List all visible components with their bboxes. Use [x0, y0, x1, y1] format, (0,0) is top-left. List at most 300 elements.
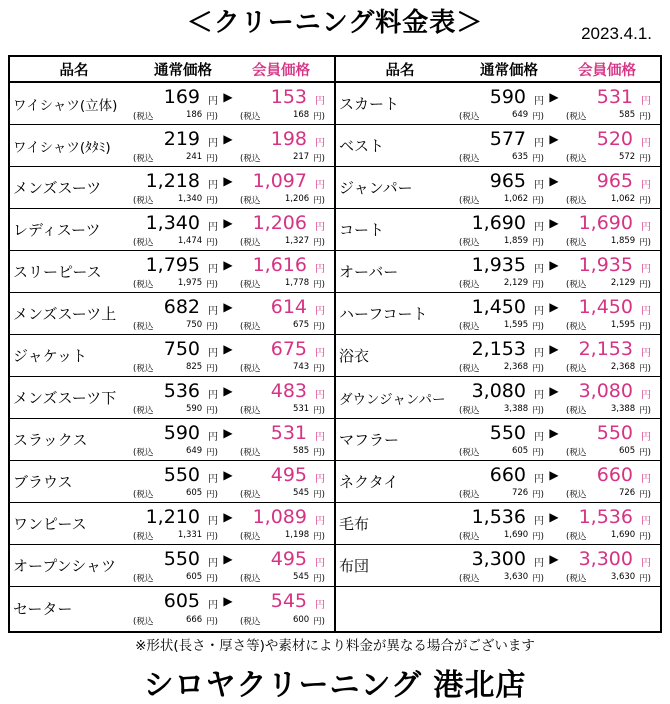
- tax-unit: 円): [313, 322, 325, 332]
- tax-label: (税込: [459, 532, 480, 542]
- tax-value: 3,630: [610, 572, 636, 582]
- tax-included-price: [566, 404, 651, 416]
- price-value: 495: [270, 548, 307, 570]
- tax-unit: 円): [206, 364, 218, 374]
- tax-unit: 円): [313, 532, 325, 542]
- tax-label: (税込: [566, 322, 587, 332]
- tax-value: 590: [185, 404, 203, 414]
- tax-included-price: [133, 488, 218, 500]
- yen-unit: 円: [641, 474, 651, 485]
- tax-included-price: [133, 530, 218, 542]
- price-value: 545: [270, 590, 307, 612]
- tax-value: 1,690: [503, 530, 529, 540]
- regular-price: [453, 83, 548, 124]
- price-value: 614: [270, 296, 307, 318]
- tax-value: 3,388: [610, 404, 636, 414]
- tax-unit: 円): [206, 532, 218, 542]
- member-price: [560, 251, 655, 292]
- tax-value: 649: [511, 110, 529, 120]
- regular-price: [127, 209, 222, 250]
- tax-included-price: [459, 194, 544, 206]
- tax-included-price: [459, 488, 544, 500]
- price-value: 153: [270, 86, 307, 108]
- tax-label: (税込: [459, 238, 480, 248]
- yen-unit: 円: [534, 474, 544, 485]
- tax-unit: 円): [206, 322, 218, 332]
- tax-unit: 円): [206, 406, 218, 416]
- member-price: [560, 293, 655, 334]
- item-name: メンズスーツ: [13, 179, 102, 197]
- yen-unit: 円: [534, 96, 544, 107]
- member-price: [560, 167, 655, 208]
- arrow-icon: ▶: [223, 384, 233, 398]
- arrow-icon: ▶: [549, 300, 559, 314]
- tax-value: 1,595: [503, 320, 529, 330]
- item-name: ワイシャツ(立体): [13, 97, 118, 114]
- tax-label: (税込: [240, 617, 261, 627]
- tax-label: (税込: [459, 322, 480, 332]
- tax-label: (税込: [133, 617, 154, 627]
- arrow-icon: ▶: [549, 216, 559, 230]
- regular-price: [453, 377, 548, 418]
- tax-value: 1,859: [503, 236, 529, 246]
- yen-unit: 円: [315, 222, 325, 233]
- tax-included-price: [566, 362, 651, 374]
- regular-price: [453, 461, 548, 502]
- tax-included-price: [133, 110, 218, 122]
- tax-value: 1,331: [177, 530, 203, 540]
- item-name: マフラー: [339, 431, 400, 449]
- yen-unit: 円: [208, 432, 218, 443]
- tax-included-price: [133, 152, 218, 164]
- tax-value: 1,474: [177, 236, 203, 246]
- yen-unit: 円: [534, 516, 544, 527]
- item-name: オープンシャツ: [13, 557, 116, 575]
- tax-unit: 円): [639, 448, 651, 458]
- price-value: 965: [489, 170, 526, 192]
- arrow-icon: ▶: [549, 342, 559, 356]
- yen-unit: 円: [315, 306, 325, 317]
- tax-label: (税込: [133, 280, 154, 290]
- tax-label: (税込: [566, 280, 587, 290]
- tax-unit: 円): [532, 490, 544, 500]
- member-price: [234, 251, 329, 292]
- tax-value: 605: [185, 572, 203, 582]
- member-price: [560, 419, 655, 460]
- table-row: [10, 251, 334, 293]
- tax-label: (税込: [566, 406, 587, 416]
- regular-price: [127, 293, 222, 334]
- price-value: 1,210: [145, 506, 200, 528]
- tax-value: 217: [292, 152, 310, 162]
- item-name: メンズスーツ上: [13, 305, 117, 323]
- price-table: [8, 55, 662, 633]
- regular-price: [453, 209, 548, 250]
- member-price: [234, 125, 329, 166]
- tax-value: 750: [185, 320, 203, 330]
- tax-value: 1,690: [610, 530, 636, 540]
- member-price: [234, 545, 329, 586]
- tax-label: (税込: [240, 112, 261, 122]
- tax-label: (税込: [133, 406, 154, 416]
- regular-price: [453, 167, 548, 208]
- tax-unit: 円): [532, 154, 544, 164]
- tax-label: (税込: [566, 574, 587, 584]
- price-value: 675: [270, 338, 307, 360]
- arrow-icon: ▶: [549, 132, 559, 146]
- member-price: [234, 209, 329, 250]
- item-name: ジャンパー: [339, 179, 413, 197]
- price-value: 1,340: [145, 212, 200, 234]
- tax-unit: 円): [313, 617, 325, 627]
- tax-value: 1,327: [284, 236, 310, 246]
- price-value: 1,935: [578, 254, 633, 276]
- yen-unit: 円: [208, 558, 218, 569]
- tax-label: (税込: [240, 196, 261, 206]
- tax-label: (税込: [133, 532, 154, 542]
- price-value: 1,206: [252, 212, 307, 234]
- table-row: [10, 503, 334, 545]
- item-name: ハーフコート: [339, 305, 428, 323]
- table-row: [10, 377, 334, 419]
- tax-label: (税込: [240, 406, 261, 416]
- tax-unit: 円): [206, 112, 218, 122]
- table-row: [336, 545, 660, 587]
- tax-value: 2,368: [503, 362, 529, 372]
- tax-unit: 円): [532, 238, 544, 248]
- tax-label: (税込: [566, 490, 587, 500]
- tax-unit: 円): [639, 322, 651, 332]
- tax-included-price: [459, 152, 544, 164]
- yen-unit: 円: [208, 348, 218, 359]
- tax-included-price: [566, 530, 651, 542]
- member-price: [560, 545, 655, 586]
- tax-value: 675: [292, 320, 310, 330]
- tax-label: (税込: [566, 364, 587, 374]
- tax-label: (税込: [459, 406, 480, 416]
- item-name: オーバー: [339, 263, 399, 281]
- tax-label: (税込: [566, 448, 587, 458]
- price-value: 550: [163, 548, 200, 570]
- tax-included-price: [459, 320, 544, 332]
- arrow-icon: ▶: [223, 342, 233, 356]
- regular-price: [127, 251, 222, 292]
- yen-unit: 円: [534, 138, 544, 149]
- tax-value: 635: [511, 152, 529, 162]
- tax-unit: 円): [532, 532, 544, 542]
- member-price: [560, 461, 655, 502]
- tax-included-price: [566, 278, 651, 290]
- regular-price: [127, 461, 222, 502]
- price-value: 531: [596, 86, 633, 108]
- tax-unit: 円): [206, 238, 218, 248]
- tax-value: 3,388: [503, 404, 529, 414]
- member-price: [234, 503, 329, 544]
- arrow-icon: ▶: [223, 594, 233, 608]
- price-value: 1,097: [252, 170, 307, 192]
- table-row: [10, 167, 334, 209]
- yen-unit: 円: [208, 600, 218, 611]
- price-value: 1,089: [252, 506, 307, 528]
- tax-included-price: [240, 446, 325, 458]
- header-member-price: 会員価格: [252, 62, 310, 79]
- tax-included-price: [459, 278, 544, 290]
- price-value: 219: [163, 128, 200, 150]
- regular-price: [127, 167, 222, 208]
- tax-included-price: [459, 110, 544, 122]
- tax-unit: 円): [532, 364, 544, 374]
- yen-unit: 円: [641, 264, 651, 275]
- tax-unit: 円): [639, 532, 651, 542]
- tax-label: (税込: [133, 364, 154, 374]
- price-value: 3,080: [578, 380, 633, 402]
- yen-unit: 円: [208, 222, 218, 233]
- page-title: ＜クリーニング料金表＞: [186, 8, 484, 38]
- tax-included-price: [133, 572, 218, 584]
- tax-value: 825: [185, 362, 203, 372]
- yen-unit: 円: [208, 516, 218, 527]
- yen-unit: 円: [641, 432, 651, 443]
- table-row: [10, 125, 334, 167]
- price-value: 750: [163, 338, 200, 360]
- tax-label: (税込: [459, 154, 480, 164]
- tax-included-price: [240, 110, 325, 122]
- tax-unit: 円): [639, 490, 651, 500]
- item-name: ワンピース: [13, 515, 87, 533]
- tax-included-price: [459, 530, 544, 542]
- yen-unit: 円: [534, 432, 544, 443]
- yen-unit: 円: [315, 432, 325, 443]
- tax-included-price: [566, 572, 651, 584]
- item-name: ネクタイ: [339, 473, 399, 491]
- tax-unit: 円): [206, 617, 218, 627]
- table-row: [10, 335, 334, 377]
- yen-unit: 円: [315, 348, 325, 359]
- tax-included-price: [240, 278, 325, 290]
- table-header: [10, 57, 334, 83]
- price-value: 3,300: [578, 548, 633, 570]
- price-value: 1,690: [471, 212, 526, 234]
- regular-price: [453, 125, 548, 166]
- tax-included-price: [459, 404, 544, 416]
- tax-label: (税込: [133, 196, 154, 206]
- tax-included-price: [566, 110, 651, 122]
- regular-price: [127, 419, 222, 460]
- tax-value: 605: [618, 446, 636, 456]
- yen-unit: 円: [641, 516, 651, 527]
- tax-value: 649: [185, 446, 203, 456]
- tax-included-price: [459, 236, 544, 248]
- price-note: ※形状(長さ・厚さ等)や素材により料金が異なる場合がございます: [135, 638, 535, 654]
- arrow-icon: ▶: [549, 174, 559, 188]
- tax-label: (税込: [133, 574, 154, 584]
- yen-unit: 円: [534, 222, 544, 233]
- tax-unit: 円): [639, 406, 651, 416]
- member-price: [560, 335, 655, 376]
- member-price: [234, 377, 329, 418]
- tax-label: (税込: [459, 448, 480, 458]
- member-price: [560, 83, 655, 124]
- item-name: スカート: [339, 95, 400, 113]
- right-column: [334, 57, 660, 631]
- yen-unit: 円: [534, 306, 544, 317]
- member-price: [234, 461, 329, 502]
- yen-unit: 円: [534, 558, 544, 569]
- table-row: [336, 293, 660, 335]
- tax-label: (税込: [459, 196, 480, 206]
- arrow-icon: ▶: [223, 216, 233, 230]
- table-row: [336, 167, 660, 209]
- tax-included-price: [133, 320, 218, 332]
- yen-unit: 円: [315, 138, 325, 149]
- table-row: [10, 209, 334, 251]
- arrow-icon: ▶: [223, 510, 233, 524]
- tax-included-price: [240, 320, 325, 332]
- member-price: [560, 209, 655, 250]
- yen-unit: 円: [208, 264, 218, 275]
- tax-included-price: [133, 194, 218, 206]
- tax-included-price: [566, 446, 651, 458]
- yen-unit: 円: [641, 222, 651, 233]
- tax-label: (税込: [459, 112, 480, 122]
- price-value: 1,218: [145, 170, 200, 192]
- tax-label: (税込: [240, 532, 261, 542]
- tax-included-price: [133, 446, 218, 458]
- tax-included-price: [566, 152, 651, 164]
- tax-value: 1,595: [610, 320, 636, 330]
- item-name: レディスーツ: [13, 221, 101, 239]
- price-value: 3,080: [471, 380, 526, 402]
- price-value: 577: [489, 128, 526, 150]
- tax-included-price: [133, 404, 218, 416]
- member-price: [234, 335, 329, 376]
- tax-value: 1,975: [177, 278, 203, 288]
- regular-price: [127, 545, 222, 586]
- yen-unit: 円: [534, 264, 544, 275]
- regular-price: [453, 419, 548, 460]
- yen-unit: 円: [208, 306, 218, 317]
- arrow-icon: ▶: [549, 552, 559, 566]
- tax-value: 605: [185, 488, 203, 498]
- member-price: [560, 377, 655, 418]
- table-header: [336, 57, 660, 83]
- tax-value: 666: [185, 615, 203, 625]
- tax-value: 1,859: [610, 236, 636, 246]
- tax-included-price: [240, 530, 325, 542]
- tax-value: 1,206: [284, 194, 310, 204]
- price-value: 660: [489, 464, 526, 486]
- tax-unit: 円): [532, 280, 544, 290]
- tax-included-price: [133, 362, 218, 374]
- price-value: 550: [489, 422, 526, 444]
- tax-unit: 円): [532, 574, 544, 584]
- member-price: [234, 83, 329, 124]
- tax-value: 531: [292, 404, 310, 414]
- yen-unit: 円: [315, 474, 325, 485]
- yen-unit: 円: [315, 264, 325, 275]
- tax-label: (税込: [240, 574, 261, 584]
- table-row: [10, 419, 334, 461]
- tax-label: (税込: [566, 238, 587, 248]
- item-name: セーター: [13, 599, 73, 618]
- item-name: 浴衣: [339, 347, 370, 365]
- tax-unit: 円): [313, 574, 325, 584]
- yen-unit: 円: [208, 390, 218, 401]
- price-value: 605: [163, 590, 200, 612]
- shop-name: シロヤクリーニング 港北店: [143, 668, 527, 703]
- tax-label: (税込: [133, 238, 154, 248]
- yen-unit: 円: [315, 390, 325, 401]
- item-name: ブラウス: [13, 473, 73, 491]
- tax-value: 2,129: [610, 278, 636, 288]
- tax-included-price: [459, 362, 544, 374]
- tax-unit: 円): [313, 406, 325, 416]
- tax-value: 572: [618, 152, 636, 162]
- tax-label: (税込: [240, 490, 261, 500]
- arrow-icon: ▶: [549, 468, 559, 482]
- table-row: [336, 83, 660, 125]
- yen-unit: 円: [641, 348, 651, 359]
- tax-unit: 円): [206, 280, 218, 290]
- arrow-icon: ▶: [223, 426, 233, 440]
- header-regular-price: 通常価格: [480, 62, 538, 79]
- tax-unit: 円): [206, 196, 218, 206]
- price-value: 1,690: [578, 212, 633, 234]
- tax-unit: 円): [313, 154, 325, 164]
- tax-unit: 円): [639, 196, 651, 206]
- yen-unit: 円: [641, 180, 651, 191]
- tax-unit: 円): [313, 280, 325, 290]
- tax-included-price: [459, 446, 544, 458]
- header-member-price: 会員価格: [578, 62, 636, 79]
- tax-value: 1,340: [177, 194, 203, 204]
- table-row: [336, 335, 660, 377]
- item-name: ワイシャツ(ﾀﾀﾐ): [13, 139, 111, 156]
- tax-label: (税込: [240, 322, 261, 332]
- price-value: 531: [270, 422, 307, 444]
- price-value: 198: [270, 128, 307, 150]
- tax-unit: 円): [639, 238, 651, 248]
- tax-unit: 円): [532, 112, 544, 122]
- tax-label: (税込: [459, 280, 480, 290]
- member-price: [234, 419, 329, 460]
- yen-unit: 円: [315, 180, 325, 191]
- arrow-icon: ▶: [549, 510, 559, 524]
- price-value: 550: [596, 422, 633, 444]
- tax-included-price: [133, 236, 218, 248]
- tax-unit: 円): [639, 154, 651, 164]
- yen-unit: 円: [641, 138, 651, 149]
- tax-value: 605: [511, 446, 529, 456]
- tax-label: (税込: [240, 448, 261, 458]
- regular-price: [127, 83, 222, 124]
- tax-label: (税込: [240, 238, 261, 248]
- arrow-icon: ▶: [223, 174, 233, 188]
- item-name: 布団: [339, 557, 370, 575]
- price-value: 3,300: [471, 548, 526, 570]
- tax-label: (税込: [566, 196, 587, 206]
- table-row: [10, 293, 334, 335]
- tax-unit: 円): [313, 238, 325, 248]
- price-value: 1,536: [471, 506, 526, 528]
- yen-unit: 円: [208, 138, 218, 149]
- tax-included-price: [240, 615, 325, 627]
- left-column: [10, 57, 334, 631]
- item-name: メンズスーツ下: [13, 389, 117, 407]
- tax-included-price: [240, 152, 325, 164]
- table-row: [10, 545, 334, 587]
- yen-unit: 円: [315, 600, 325, 611]
